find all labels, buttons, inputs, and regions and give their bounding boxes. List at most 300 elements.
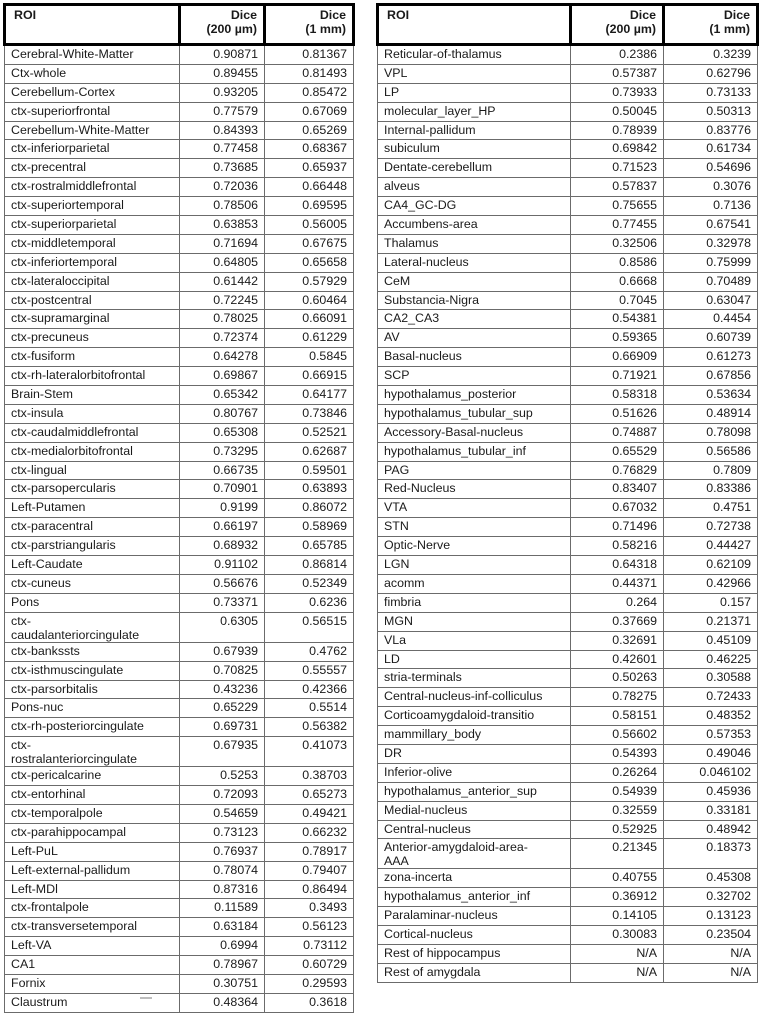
- table-row: [378, 650, 758, 669]
- dice-200um-cell: 0.78275: [571, 688, 664, 707]
- dice-1mm-cell: 0.72738: [664, 518, 758, 537]
- header-dice-label: Dice: [319, 8, 346, 22]
- dice-1mm-cell: 0.83776: [664, 121, 758, 140]
- dice-1mm-cell: 0.48914: [664, 404, 758, 423]
- dice-200um-cell: 0.58318: [571, 386, 664, 405]
- roi-cell: Corticoamygdaloid-transitio: [378, 707, 571, 726]
- roi-cell: CA1: [5, 956, 180, 975]
- dice-200um-cell: 0.73371: [180, 593, 265, 612]
- roi-cell: ctx-lateraloccipital: [5, 272, 180, 291]
- dice-1mm-cell: 0.3493: [265, 899, 354, 918]
- table-row: [5, 140, 354, 159]
- header-dice-200um: [571, 5, 664, 45]
- table-row: [5, 699, 354, 718]
- table-row: [378, 688, 758, 707]
- header-dice-1mm: [664, 5, 758, 45]
- dice-1mm-cell: 0.50313: [664, 102, 758, 121]
- dice-200um-cell: 0.64318: [571, 556, 664, 575]
- roi-cell: ctx-lingual: [5, 461, 180, 480]
- dice-1mm-cell: 0.65273: [265, 786, 354, 805]
- dice-200um-cell: 0.9199: [180, 499, 265, 518]
- dice-200um-cell: 0.54381: [571, 310, 664, 329]
- dice-200um-cell: 0.63184: [180, 918, 265, 937]
- dice-1mm-cell: 0.42366: [265, 680, 354, 699]
- dice-200um-cell: 0.66197: [180, 518, 265, 537]
- dice-200um-cell: 0.72245: [180, 291, 265, 310]
- table-row: [5, 461, 354, 480]
- roi-cell: ctx-inferiorparietal: [5, 140, 180, 159]
- header-resolution-label: (1 mm): [709, 22, 750, 36]
- table-row: [5, 518, 354, 537]
- dice-1mm-cell: 0.157: [664, 593, 758, 612]
- table-row: [5, 680, 354, 699]
- dice-200um-cell: 0.44371: [571, 574, 664, 593]
- roi-cell: CeM: [378, 272, 571, 291]
- dice-1mm-cell: 0.3239: [664, 45, 758, 65]
- dice-200um-cell: 0.65229: [180, 699, 265, 718]
- roi-cell: ctx-insula: [5, 404, 180, 423]
- dice-1mm-cell: 0.61229: [265, 329, 354, 348]
- dice-200um-cell: 0.50045: [571, 102, 664, 121]
- table-row: [5, 216, 354, 235]
- dice-1mm-cell: 0.45308: [664, 869, 758, 888]
- dice-1mm-cell: 0.53634: [664, 386, 758, 405]
- dice-1mm-cell: 0.56586: [664, 442, 758, 461]
- table-row: [5, 899, 354, 918]
- table-row: [5, 612, 354, 642]
- table-row: [378, 159, 758, 178]
- dice-200um-cell: 0.91102: [180, 556, 265, 575]
- table-row: [378, 707, 758, 726]
- dice-1mm-cell: 0.58969: [265, 518, 354, 537]
- table-row: [378, 763, 758, 782]
- dice-1mm-cell: 0.3618: [265, 993, 354, 1012]
- header-dice-label: Dice: [723, 8, 750, 22]
- dice-200um-cell: 0.77455: [571, 216, 664, 235]
- table-row: [378, 593, 758, 612]
- roi-cell: Rest of hippocampus: [378, 944, 571, 963]
- table-row: [378, 537, 758, 556]
- table-row: [378, 386, 758, 405]
- header-roi: [378, 5, 571, 45]
- dice-1mm-cell: 0.41073: [265, 737, 354, 767]
- roi-cell: Left-MDl: [5, 880, 180, 899]
- roi-cell: ctx-pericalcarine: [5, 767, 180, 786]
- dice-200um-cell: 0.7045: [571, 291, 664, 310]
- table-row: [378, 45, 758, 65]
- table-row: [378, 216, 758, 235]
- dice-1mm-cell: 0.56005: [265, 216, 354, 235]
- table-row: [378, 83, 758, 102]
- dice-1mm-cell: 0.86072: [265, 499, 354, 518]
- roi-cell: Cerebral-White-Matter: [5, 45, 180, 65]
- roi-cell: Ctx-whole: [5, 64, 180, 83]
- roi-cell: LP: [378, 83, 571, 102]
- roi-cell: Paralaminar-nucleus: [378, 907, 571, 926]
- table-row: [378, 574, 758, 593]
- dice-200um-cell: 0.2386: [571, 45, 664, 65]
- table-row: [378, 404, 758, 423]
- dice-1mm-cell: 0.65937: [265, 159, 354, 178]
- table-row: [5, 234, 354, 253]
- header-resolution-label: (200 µm): [206, 22, 257, 36]
- dice-200um-cell: 0.11589: [180, 899, 265, 918]
- table-row: [378, 782, 758, 801]
- dice-200um-cell: 0.6994: [180, 937, 265, 956]
- dice-200um-cell: 0.30083: [571, 926, 664, 945]
- table-row: [378, 253, 758, 272]
- dice-1mm-cell: 0.86814: [265, 556, 354, 575]
- table-row: [5, 880, 354, 899]
- dice-200um-cell: 0.78939: [571, 121, 664, 140]
- table-row: [5, 556, 354, 575]
- dice-1mm-cell: 0.60739: [664, 329, 758, 348]
- dice-200um-cell: 0.71921: [571, 367, 664, 386]
- dice-200um-cell: 0.64278: [180, 348, 265, 367]
- roi-label-line: rostralanteriorcingulate: [11, 752, 138, 767]
- roi-cell: ctx-frontalpole: [5, 899, 180, 918]
- roi-cell: VTA: [378, 499, 571, 518]
- table-row: [378, 556, 758, 575]
- roi-cell: Left-VA: [5, 937, 180, 956]
- roi-cell: ctx-parstriangularis: [5, 537, 180, 556]
- header-resolution-label: (1 mm): [305, 22, 346, 36]
- roi-cell: Central-nucleus-inf-colliculus: [378, 688, 571, 707]
- dice-1mm-cell: 0.49421: [265, 804, 354, 823]
- roi-cell: Substancia-Nigra: [378, 291, 571, 310]
- dice-1mm-cell: 0.66091: [265, 310, 354, 329]
- table-row: [378, 944, 758, 963]
- dice-200um-cell: 0.78967: [180, 956, 265, 975]
- dice-200um-cell: 0.42601: [571, 650, 664, 669]
- dice-1mm-cell: 0.42966: [664, 574, 758, 593]
- table-row: [5, 993, 354, 1012]
- roi-cell: Dentate-cerebellum: [378, 159, 571, 178]
- table-row: [378, 820, 758, 839]
- dice-1mm-cell: 0.52521: [265, 423, 354, 442]
- table-row: [5, 442, 354, 461]
- dice-200um-cell: 0.73933: [571, 83, 664, 102]
- roi-cell: VLa: [378, 631, 571, 650]
- dice-200um-cell: 0.43236: [180, 680, 265, 699]
- table-row: [5, 272, 354, 291]
- roi-cell: ctx-transversetemporal: [5, 918, 180, 937]
- dice-200um-cell: 0.70901: [180, 480, 265, 499]
- table-header-row: [378, 5, 758, 45]
- dice-200um-cell: 0.67032: [571, 499, 664, 518]
- table-row: [378, 869, 758, 888]
- roi-cell: AV: [378, 329, 571, 348]
- dice-1mm-cell: 0.63893: [265, 480, 354, 499]
- header-dice-label: Dice: [230, 8, 257, 22]
- dice-200um-cell: 0.66909: [571, 348, 664, 367]
- roi-cell: Pons: [5, 593, 180, 612]
- roi-cell: Central-nucleus: [378, 820, 571, 839]
- roi-cell: ctx-entorhinal: [5, 786, 180, 805]
- table-row: [378, 480, 758, 499]
- roi-cell: ctx-parahippocampal: [5, 823, 180, 842]
- dice-200um-cell: 0.90871: [180, 45, 265, 65]
- roi-cell: Medial-nucleus: [378, 801, 571, 820]
- dice-1mm-cell: 0.5514: [265, 699, 354, 718]
- table-row: [5, 64, 354, 83]
- table-row: [5, 121, 354, 140]
- roi-cell: Fornix: [5, 974, 180, 993]
- dice-1mm-cell: 0.29593: [265, 974, 354, 993]
- roi-cell: ctx-superiorfrontal: [5, 102, 180, 121]
- dice-1mm-cell: 0.6236: [265, 593, 354, 612]
- table-row: [5, 423, 354, 442]
- table-row: [5, 861, 354, 880]
- roi-cell: ctx-temporalpole: [5, 804, 180, 823]
- roi-cell: Reticular-of-thalamus: [378, 45, 571, 65]
- roi-cell: hypothalamus_tubular_sup: [378, 404, 571, 423]
- dice-200um-cell: 0.264: [571, 593, 664, 612]
- dice-200um-cell: 0.66735: [180, 461, 265, 480]
- dice-200um-cell: 0.73123: [180, 823, 265, 842]
- roi-cell: DR: [378, 744, 571, 763]
- roi-cell: Left-PuL: [5, 842, 180, 861]
- table-row: [5, 767, 354, 786]
- table-row: [378, 612, 758, 631]
- table-row: [378, 291, 758, 310]
- roi-cell: ctx-parsorbitalis: [5, 680, 180, 699]
- roi-cell: ctx-middletemporal: [5, 234, 180, 253]
- dice-200um-cell: 0.65529: [571, 442, 664, 461]
- dice-200um-cell: 0.48364: [180, 993, 265, 1012]
- dice-200um-cell: 0.36912: [571, 888, 664, 907]
- table-row: [378, 140, 758, 159]
- roi-cell: ctx-medialorbitofrontal: [5, 442, 180, 461]
- table-row: [5, 974, 354, 993]
- dice-200um-cell: 0.87316: [180, 880, 265, 899]
- dice-1mm-cell: 0.33181: [664, 801, 758, 820]
- dice-200um-cell: 0.8586: [571, 253, 664, 272]
- roi-cell: Internal-pallidum: [378, 121, 571, 140]
- dice-1mm-cell: 0.5845: [265, 348, 354, 367]
- dice-1mm-cell: 0.52349: [265, 574, 354, 593]
- roi-cell: Left-Putamen: [5, 499, 180, 518]
- scan-artifact: [140, 997, 152, 999]
- dice-200um-cell: 0.26264: [571, 763, 664, 782]
- dice-200um-cell: 0.71496: [571, 518, 664, 537]
- roi-cell: Basal-nucleus: [378, 348, 571, 367]
- dice-1mm-cell: 0.66915: [265, 367, 354, 386]
- table-row: [5, 45, 354, 65]
- dice-1mm-cell: 0.48942: [664, 820, 758, 839]
- table-row: [5, 842, 354, 861]
- dice-200um-cell: 0.52925: [571, 820, 664, 839]
- dice-200um-cell: 0.63853: [180, 216, 265, 235]
- roi-cell: acomm: [378, 574, 571, 593]
- roi-label-line: ctx-: [11, 738, 31, 753]
- table-row: [5, 537, 354, 556]
- dice-1mm-cell: 0.56515: [265, 612, 354, 642]
- dice-200um-cell: 0.65308: [180, 423, 265, 442]
- dice-200um-cell: 0.54393: [571, 744, 664, 763]
- dice-200um-cell: 0.56676: [180, 574, 265, 593]
- dice-1mm-cell: 0.55557: [265, 661, 354, 680]
- dice-200um-cell: 0.67935: [180, 737, 265, 767]
- dice-1mm-cell: 0.38703: [265, 767, 354, 786]
- roi-cell: Red-Nucleus: [378, 480, 571, 499]
- roi-cell: ctx-inferiortemporal: [5, 253, 180, 272]
- dice-200um-cell: 0.77579: [180, 102, 265, 121]
- dice-200um-cell: 0.80767: [180, 404, 265, 423]
- dice-200um-cell: 0.61442: [180, 272, 265, 291]
- table-row: [5, 937, 354, 956]
- table-row: [378, 197, 758, 216]
- roi-cell: Inferior-olive: [378, 763, 571, 782]
- dice-200um-cell: N/A: [571, 944, 664, 963]
- dice-200um-cell: 0.74887: [571, 423, 664, 442]
- dice-200um-cell: 0.5253: [180, 767, 265, 786]
- table-row: [5, 83, 354, 102]
- table-row: [5, 480, 354, 499]
- table-body-right: [378, 45, 758, 983]
- dice-1mm-cell: 0.72433: [664, 688, 758, 707]
- dice-1mm-cell: 0.70489: [664, 272, 758, 291]
- dice-table-left: [3, 3, 355, 1013]
- dice-200um-cell: 0.70825: [180, 661, 265, 680]
- roi-cell: Optic-Nerve: [378, 537, 571, 556]
- roi-cell: alveus: [378, 178, 571, 197]
- table-row: [5, 404, 354, 423]
- roi-cell: ctx-cuneus: [5, 574, 180, 593]
- dice-200um-cell: 0.84393: [180, 121, 265, 140]
- roi-cell: Accumbens-area: [378, 216, 571, 235]
- roi-cell: ctx-fusiform: [5, 348, 180, 367]
- dice-1mm-cell: 0.45936: [664, 782, 758, 801]
- dice-1mm-cell: 0.65658: [265, 253, 354, 272]
- dice-200um-cell: 0.21345: [571, 839, 664, 869]
- roi-cell: LD: [378, 650, 571, 669]
- dice-200um-cell: 0.77458: [180, 140, 265, 159]
- table-row: [378, 744, 758, 763]
- dice-1mm-cell: 0.65269: [265, 121, 354, 140]
- table-row: [378, 726, 758, 745]
- dice-1mm-cell: 0.79407: [265, 861, 354, 880]
- roi-cell: LGN: [378, 556, 571, 575]
- table-row: [5, 197, 354, 216]
- dice-200um-cell: 0.51626: [571, 404, 664, 423]
- table-row: [378, 234, 758, 253]
- roi-cell: Left-Caudate: [5, 556, 180, 575]
- dice-1mm-cell: 0.59501: [265, 461, 354, 480]
- dice-1mm-cell: 0.30588: [664, 669, 758, 688]
- dice-200um-cell: 0.73295: [180, 442, 265, 461]
- dice-1mm-cell: 0.3076: [664, 178, 758, 197]
- header-roi: [5, 5, 180, 45]
- dice-1mm-cell: N/A: [664, 963, 758, 982]
- dice-1mm-cell: 0.18373: [664, 839, 758, 869]
- roi-cell: ctx-postcentral: [5, 291, 180, 310]
- header-dice-1mm: [265, 5, 354, 45]
- dice-1mm-cell: 0.46225: [664, 650, 758, 669]
- dice-200um-cell: 0.78506: [180, 197, 265, 216]
- roi-cell: ctx-rh-posteriorcingulate: [5, 718, 180, 737]
- roi-cell: hypothalamus_posterior: [378, 386, 571, 405]
- roi-label-line: ctx-: [11, 613, 31, 628]
- table-body-left: [5, 45, 354, 1013]
- roi-cell: SCP: [378, 367, 571, 386]
- roi-cell: hypothalamus_anterior_inf: [378, 888, 571, 907]
- dice-200um-cell: 0.83407: [571, 480, 664, 499]
- table-row: [5, 956, 354, 975]
- dice-200um-cell: 0.89455: [180, 64, 265, 83]
- roi-label-line: caudalanteriorcingulate: [11, 627, 140, 642]
- table-row: [378, 839, 758, 869]
- dice-1mm-cell: 0.64177: [265, 386, 354, 405]
- dice-200um-cell: 0.54939: [571, 782, 664, 801]
- roi-cell: Accessory-Basal-nucleus: [378, 423, 571, 442]
- dice-200um-cell: 0.71694: [180, 234, 265, 253]
- dice-1mm-cell: 0.73846: [265, 404, 354, 423]
- roi-cell: Cerebellum-Cortex: [5, 83, 180, 102]
- header-roi-label: ROI: [387, 8, 410, 22]
- table-row: [5, 329, 354, 348]
- dice-200um-cell: 0.72374: [180, 329, 265, 348]
- dice-1mm-cell: 0.60464: [265, 291, 354, 310]
- roi-cell: ctx-superiorparietal: [5, 216, 180, 235]
- roi-cell: ctx-isthmuscingulate: [5, 661, 180, 680]
- roi-cell: subiculum: [378, 140, 571, 159]
- dice-1mm-cell: 0.78098: [664, 423, 758, 442]
- roi-cell: VPL: [378, 64, 571, 83]
- roi-cell: Pons-nuc: [5, 699, 180, 718]
- roi-cell: Cortical-nucleus: [378, 926, 571, 945]
- roi-cell: [378, 839, 571, 869]
- table-header-row: [5, 5, 354, 45]
- table-row: [5, 310, 354, 329]
- table-row: [5, 786, 354, 805]
- dice-200um-cell: 0.6305: [180, 612, 265, 642]
- header-dice-200um: [180, 5, 265, 45]
- roi-cell: [5, 737, 180, 767]
- dice-1mm-cell: 0.61734: [664, 140, 758, 159]
- dice-200um-cell: 0.69842: [571, 140, 664, 159]
- table-row: [5, 102, 354, 121]
- table-row: [5, 253, 354, 272]
- dice-1mm-cell: 0.56382: [265, 718, 354, 737]
- roi-cell: zona-incerta: [378, 869, 571, 888]
- dice-200um-cell: 0.78025: [180, 310, 265, 329]
- table-row: [5, 574, 354, 593]
- table-row: [5, 499, 354, 518]
- table-row: [378, 178, 758, 197]
- dice-1mm-cell: 0.49046: [664, 744, 758, 763]
- dice-1mm-cell: 0.21371: [664, 612, 758, 631]
- dice-200um-cell: 0.40755: [571, 869, 664, 888]
- dice-1mm-cell: 0.69595: [265, 197, 354, 216]
- dice-200um-cell: 0.72093: [180, 786, 265, 805]
- dice-200um-cell: 0.58216: [571, 537, 664, 556]
- dice-1mm-cell: N/A: [664, 944, 758, 963]
- header-roi-label: ROI: [14, 8, 37, 22]
- roi-cell: ctx-supramarginal: [5, 310, 180, 329]
- dice-200um-cell: 0.32506: [571, 234, 664, 253]
- dice-1mm-cell: 0.32978: [664, 234, 758, 253]
- dice-1mm-cell: 0.45109: [664, 631, 758, 650]
- table-row: [5, 386, 354, 405]
- dice-1mm-cell: 0.85472: [265, 83, 354, 102]
- dice-1mm-cell: 0.046102: [664, 763, 758, 782]
- dice-table-right: [376, 3, 759, 983]
- dice-1mm-cell: 0.67856: [664, 367, 758, 386]
- dice-200um-cell: 0.73685: [180, 159, 265, 178]
- dice-200um-cell: 0.69731: [180, 718, 265, 737]
- dice-1mm-cell: 0.48352: [664, 707, 758, 726]
